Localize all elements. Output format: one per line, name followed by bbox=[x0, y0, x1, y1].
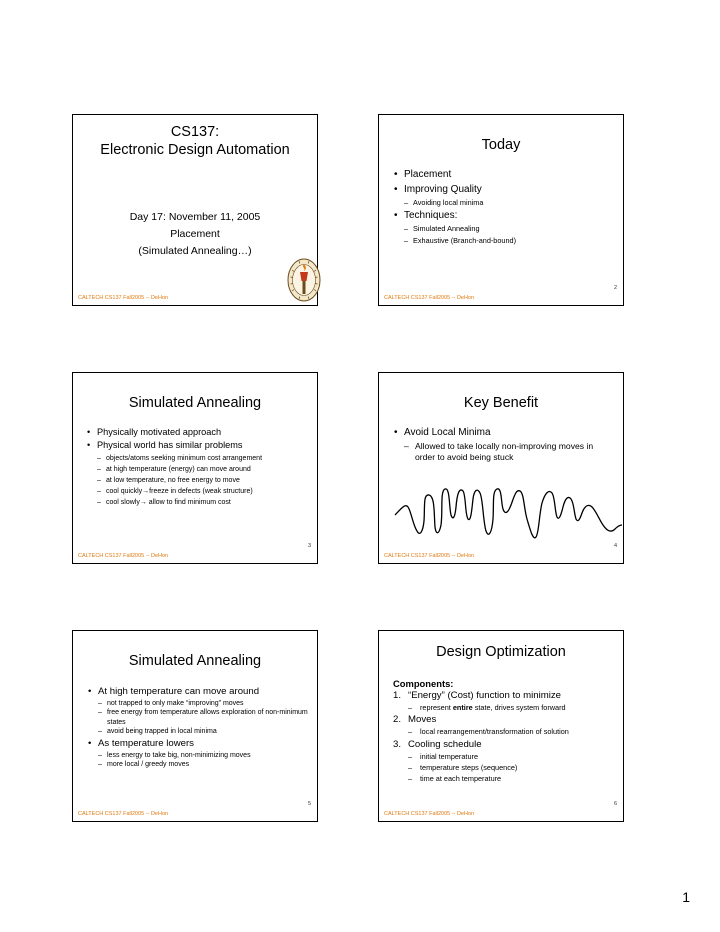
energy-landscape-curve bbox=[393, 479, 623, 545]
slide-1 bbox=[72, 114, 318, 306]
component-moves: 2. Moves – local rearrangement/transformation of solution bbox=[393, 714, 621, 737]
sub-bullet: – not trapped to only make “improving” moves bbox=[98, 699, 314, 708]
sub-bullet: – initial temperature bbox=[393, 751, 621, 762]
sub-bullet: – at high temperature (energy) can move around bbox=[97, 464, 313, 475]
sub-bullet: – time at each temperature bbox=[393, 773, 621, 784]
sub-bullet: – cool slowly→ allow to find minimum cost bbox=[97, 497, 313, 508]
bullet-placement: • Placement bbox=[392, 168, 617, 183]
component-energy: 1. “Energy” (Cost) function to minimize – represent entire state, drives system forward bbox=[393, 690, 621, 713]
sub-bullet: – at low temperature, no free energy to move bbox=[97, 475, 313, 486]
sub-bullet: – Exhaustive (Branch-and-bound) bbox=[404, 235, 617, 247]
caltech-seal-logo bbox=[287, 257, 321, 303]
sub-list bbox=[97, 453, 313, 509]
slide-number: 3 bbox=[307, 543, 311, 549]
slide-3-bullets bbox=[85, 426, 313, 509]
slide-footer: CALTECH CS137 Fall2005 -- DeHon bbox=[78, 553, 169, 559]
bullet-improving-quality: • Improving Quality – Avoiding local minima bbox=[392, 183, 617, 209]
slide-number: 4 bbox=[613, 543, 617, 549]
sub-bullet: – represent entire state, drives system forward bbox=[393, 702, 621, 713]
page-number: 1 bbox=[682, 889, 690, 905]
slide-2-bullets bbox=[392, 168, 617, 247]
sub-bullet: – less energy to take big, non-minimizing moves bbox=[98, 751, 314, 760]
bullet-physically-motivated: • Physically motivated approach bbox=[85, 426, 313, 439]
bullet-physical-world: • Physical world has similar problems – objects/atoms seeking minimum cost arrangement – at high temperature (energy) can move around – at low temperature, no free energy to move – cool quickly→freeze in defects (weak structure) – cool slowly→ allow to find minimum cost bbox=[85, 439, 313, 508]
sub-list bbox=[404, 197, 617, 209]
lecture-subtopic: (Simulated Annealing…) bbox=[138, 245, 252, 257]
slide-number: 6 bbox=[613, 801, 617, 807]
sub-bullet: – temperature steps (sequence) bbox=[393, 762, 621, 773]
sub-list bbox=[404, 441, 607, 464]
slide-6 bbox=[378, 630, 624, 822]
bullet-avoid-local-minima: • Avoid Local Minima – Allowed to take locally non-improving moves in order to avoid being stuck bbox=[392, 426, 607, 464]
sub-bullet: – free energy from temperature allows exploration of non-minimum states bbox=[98, 708, 314, 727]
course-code: CS137: bbox=[170, 124, 220, 140]
sub-bullet: – Simulated Annealing bbox=[404, 223, 617, 235]
bullet-high-temperature: • At high temperature can move around – not trapped to only make “improving” moves – free energy from temperature allows exploration of non-minimum states – avoid being trapped in local minima bbox=[86, 685, 314, 737]
component-cooling-schedule: 3. Cooling schedule – initial temperature – temperature steps (sequence) – time at each temperature bbox=[393, 739, 621, 785]
lecture-topic: Placement bbox=[170, 228, 220, 240]
slide-1-title bbox=[73, 123, 317, 159]
sub-bullet: – local rearrangement/transformation of solution bbox=[393, 726, 621, 737]
slide-6-title: Design Optimization bbox=[436, 644, 566, 660]
sub-bullet: – avoid being trapped in local minima bbox=[98, 727, 314, 736]
sub-list bbox=[98, 699, 314, 737]
slide-footer: CALTECH CS137 Fall2005 -- DeHon bbox=[78, 295, 169, 301]
slide-5-title: Simulated Annealing bbox=[128, 653, 262, 669]
slide-footer: CALTECH CS137 Fall2005 -- DeHon bbox=[384, 295, 475, 301]
lecture-date: Day 17: November 11, 2005 bbox=[129, 211, 261, 223]
slide-4-title: Key Benefit bbox=[463, 395, 539, 411]
slide-3 bbox=[72, 372, 318, 564]
slide-number: 2 bbox=[613, 285, 617, 291]
lecture-info bbox=[73, 209, 317, 260]
slide-5-bullets bbox=[86, 685, 314, 769]
sub-bullet: – objects/atoms seeking minimum cost arrangement bbox=[97, 453, 313, 464]
bullet-temperature-lowers: • As temperature lowers – less energy to take big, non-minimizing moves – more local / greedy moves bbox=[86, 737, 314, 770]
slide-number: 5 bbox=[307, 801, 311, 807]
slide-footer: CALTECH CS137 Fall2005 -- DeHon bbox=[78, 811, 169, 817]
slide-footer: CALTECH CS137 Fall2005 -- DeHon bbox=[384, 811, 475, 817]
slide-footer: CALTECH CS137 Fall2005 -- DeHon bbox=[384, 553, 475, 559]
sub-list bbox=[393, 726, 621, 737]
sub-list bbox=[98, 751, 314, 770]
slide-3-title: Simulated Annealing bbox=[128, 395, 262, 411]
bullet-techniques: • Techniques: – Simulated Annealing – Exhaustive (Branch-and-bound) bbox=[392, 209, 617, 247]
slide-2-title: Today bbox=[481, 137, 521, 153]
sub-bullet: – more local / greedy moves bbox=[98, 760, 314, 769]
slide-2 bbox=[378, 114, 624, 306]
sub-list bbox=[393, 702, 621, 713]
sub-bullet: – Allowed to take locally non-improving moves in order to avoid being stuck bbox=[404, 441, 607, 464]
sub-bullet: – Avoiding local minima bbox=[404, 197, 617, 209]
sub-list bbox=[393, 751, 621, 785]
components-list bbox=[393, 690, 621, 785]
sub-list bbox=[404, 223, 617, 246]
slide-5 bbox=[72, 630, 318, 822]
slide-4 bbox=[378, 372, 624, 564]
course-name: Electronic Design Automation bbox=[100, 142, 290, 159]
slide-4-bullets bbox=[392, 426, 607, 464]
sub-bullet: – cool quickly→freeze in defects (weak structure) bbox=[97, 486, 313, 497]
components-label: Components: bbox=[393, 678, 454, 689]
